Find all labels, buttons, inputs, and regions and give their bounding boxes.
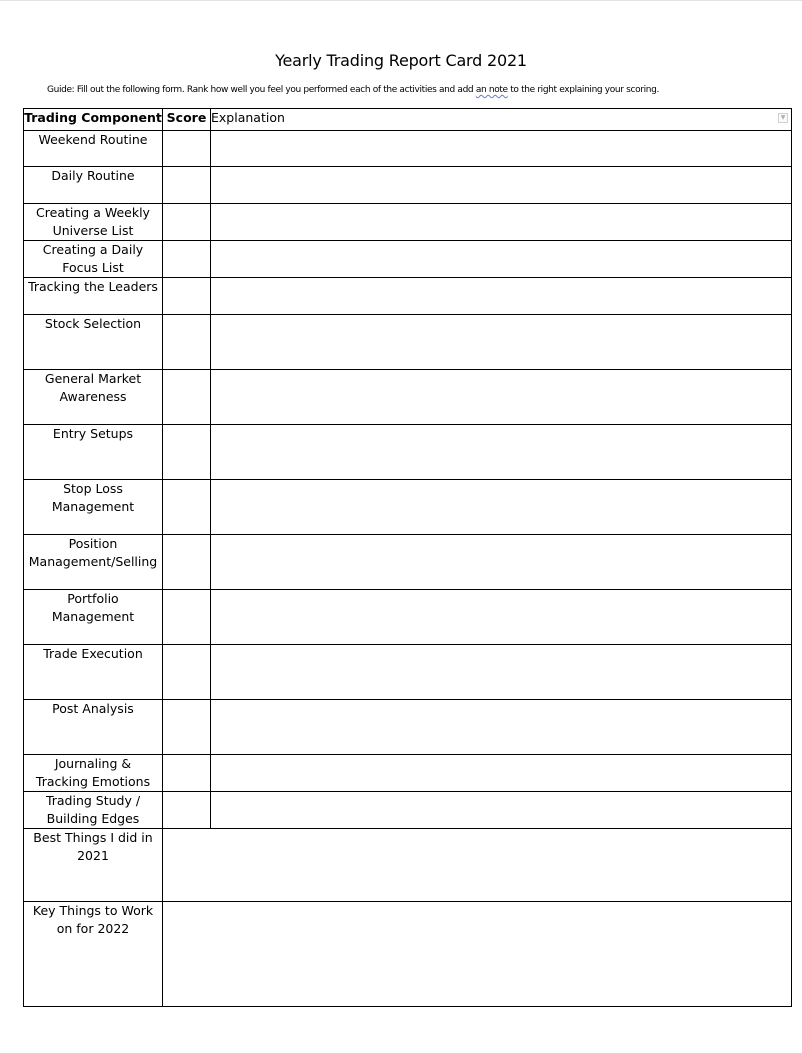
- page-title: Yearly Trading Report Card 2021: [275, 51, 527, 70]
- score-cell[interactable]: [163, 315, 211, 370]
- component-label: Creating a Weekly Universe List: [36, 205, 150, 238]
- explanation-cell[interactable]: [211, 278, 792, 315]
- explanation-cell[interactable]: [211, 590, 792, 645]
- table-row: [24, 645, 792, 700]
- explanation-cell[interactable]: [211, 204, 792, 241]
- header-explanation: [211, 109, 792, 131]
- table-row: [24, 700, 792, 755]
- score-cell[interactable]: [163, 792, 211, 829]
- score-cell[interactable]: [163, 645, 211, 700]
- score-cell[interactable]: [163, 204, 211, 241]
- explanation-cell[interactable]: [211, 370, 792, 425]
- component-label: Trade Execution: [43, 646, 143, 661]
- guide-flagged-word[interactable]: an note: [475, 85, 508, 95]
- score-cell[interactable]: [163, 480, 211, 535]
- component-cell: [24, 241, 163, 278]
- component-label: Best Things I did in 2021: [33, 830, 153, 863]
- explanation-cell[interactable]: [211, 645, 792, 700]
- component-label: Position Management/Selling: [28, 536, 158, 569]
- component-label: Portfolio Management: [51, 591, 135, 624]
- explanation-cell[interactable]: [211, 425, 792, 480]
- table-row: [24, 131, 792, 167]
- component-cell: [24, 700, 163, 755]
- component-label: Tracking the Leaders: [28, 279, 158, 294]
- component-cell: [24, 645, 163, 700]
- component-label: Post Analysis: [52, 701, 134, 716]
- component-cell: [24, 535, 163, 590]
- component-cell: [24, 792, 163, 829]
- score-cell[interactable]: [163, 370, 211, 425]
- notes-cell[interactable]: [163, 829, 792, 902]
- score-cell[interactable]: [163, 425, 211, 480]
- report-card-table: [23, 108, 792, 1007]
- score-cell[interactable]: [163, 131, 211, 167]
- score-cell[interactable]: [163, 700, 211, 755]
- explanation-cell[interactable]: [211, 792, 792, 829]
- component-cell: [24, 278, 163, 315]
- table-row: [24, 167, 792, 204]
- score-cell[interactable]: [163, 755, 211, 792]
- explanation-cell[interactable]: [211, 755, 792, 792]
- component-cell: [24, 755, 163, 792]
- component-label: Weekend Routine: [38, 132, 148, 147]
- explanation-cell[interactable]: [211, 131, 792, 167]
- table-row: [24, 425, 792, 480]
- chevron-down-icon[interactable]: ▼: [778, 113, 788, 123]
- header-explanation-label: Explanation: [211, 110, 285, 125]
- header-score: Score: [163, 109, 211, 131]
- table-row-wide: [24, 829, 792, 902]
- component-cell: [24, 315, 163, 370]
- table-row: [24, 590, 792, 645]
- component-cell: [24, 902, 163, 1007]
- component-cell: [24, 590, 163, 645]
- component-label: Stock Selection: [44, 316, 142, 331]
- component-label: Stop Loss Management: [51, 481, 135, 514]
- notes-cell[interactable]: [163, 902, 792, 1007]
- component-cell: [24, 370, 163, 425]
- header-trading-component: Trading Component: [24, 109, 163, 131]
- table-row-wide: [24, 902, 792, 1007]
- score-cell[interactable]: [163, 278, 211, 315]
- score-cell[interactable]: [163, 167, 211, 204]
- table-row: [24, 204, 792, 241]
- table-row: [24, 370, 792, 425]
- table-row: [24, 480, 792, 535]
- component-cell: [24, 480, 163, 535]
- component-cell: [24, 425, 163, 480]
- score-cell[interactable]: [163, 241, 211, 278]
- table-header-row: [24, 109, 792, 131]
- component-label: Creating a Daily Focus List: [42, 242, 144, 275]
- component-label: Key Things to Work on for 2022: [32, 903, 154, 936]
- table-row: [24, 278, 792, 315]
- component-cell: [24, 829, 163, 902]
- component-cell: [24, 131, 163, 167]
- guide-text: [47, 84, 659, 96]
- page-top-border: [0, 0, 802, 1]
- explanation-cell[interactable]: [211, 700, 792, 755]
- explanation-cell[interactable]: [211, 315, 792, 370]
- score-cell[interactable]: [163, 535, 211, 590]
- component-label: Entry Setups: [52, 426, 134, 441]
- guide-text-part-2: to the right explaining your scoring.: [507, 85, 659, 95]
- component-label: Daily Routine: [51, 168, 135, 183]
- score-cell[interactable]: [163, 590, 211, 645]
- guide-text-part-1: Guide: Fill out the following form. Rank how well you feel you performed each of the activities and add: [47, 85, 476, 95]
- table-row: [24, 241, 792, 278]
- component-cell: [24, 167, 163, 204]
- explanation-cell[interactable]: [211, 480, 792, 535]
- table-row: [24, 792, 792, 829]
- component-label: General Market Awareness: [44, 371, 142, 404]
- explanation-cell[interactable]: [211, 241, 792, 278]
- table-row: [24, 535, 792, 590]
- table-row: [24, 755, 792, 792]
- explanation-cell[interactable]: [211, 167, 792, 204]
- explanation-cell[interactable]: [211, 535, 792, 590]
- component-cell: [24, 204, 163, 241]
- table-row: [24, 315, 792, 370]
- component-label: Journaling & Tracking Emotions: [35, 756, 151, 789]
- component-label: Trading Study / Building Edges: [45, 793, 141, 826]
